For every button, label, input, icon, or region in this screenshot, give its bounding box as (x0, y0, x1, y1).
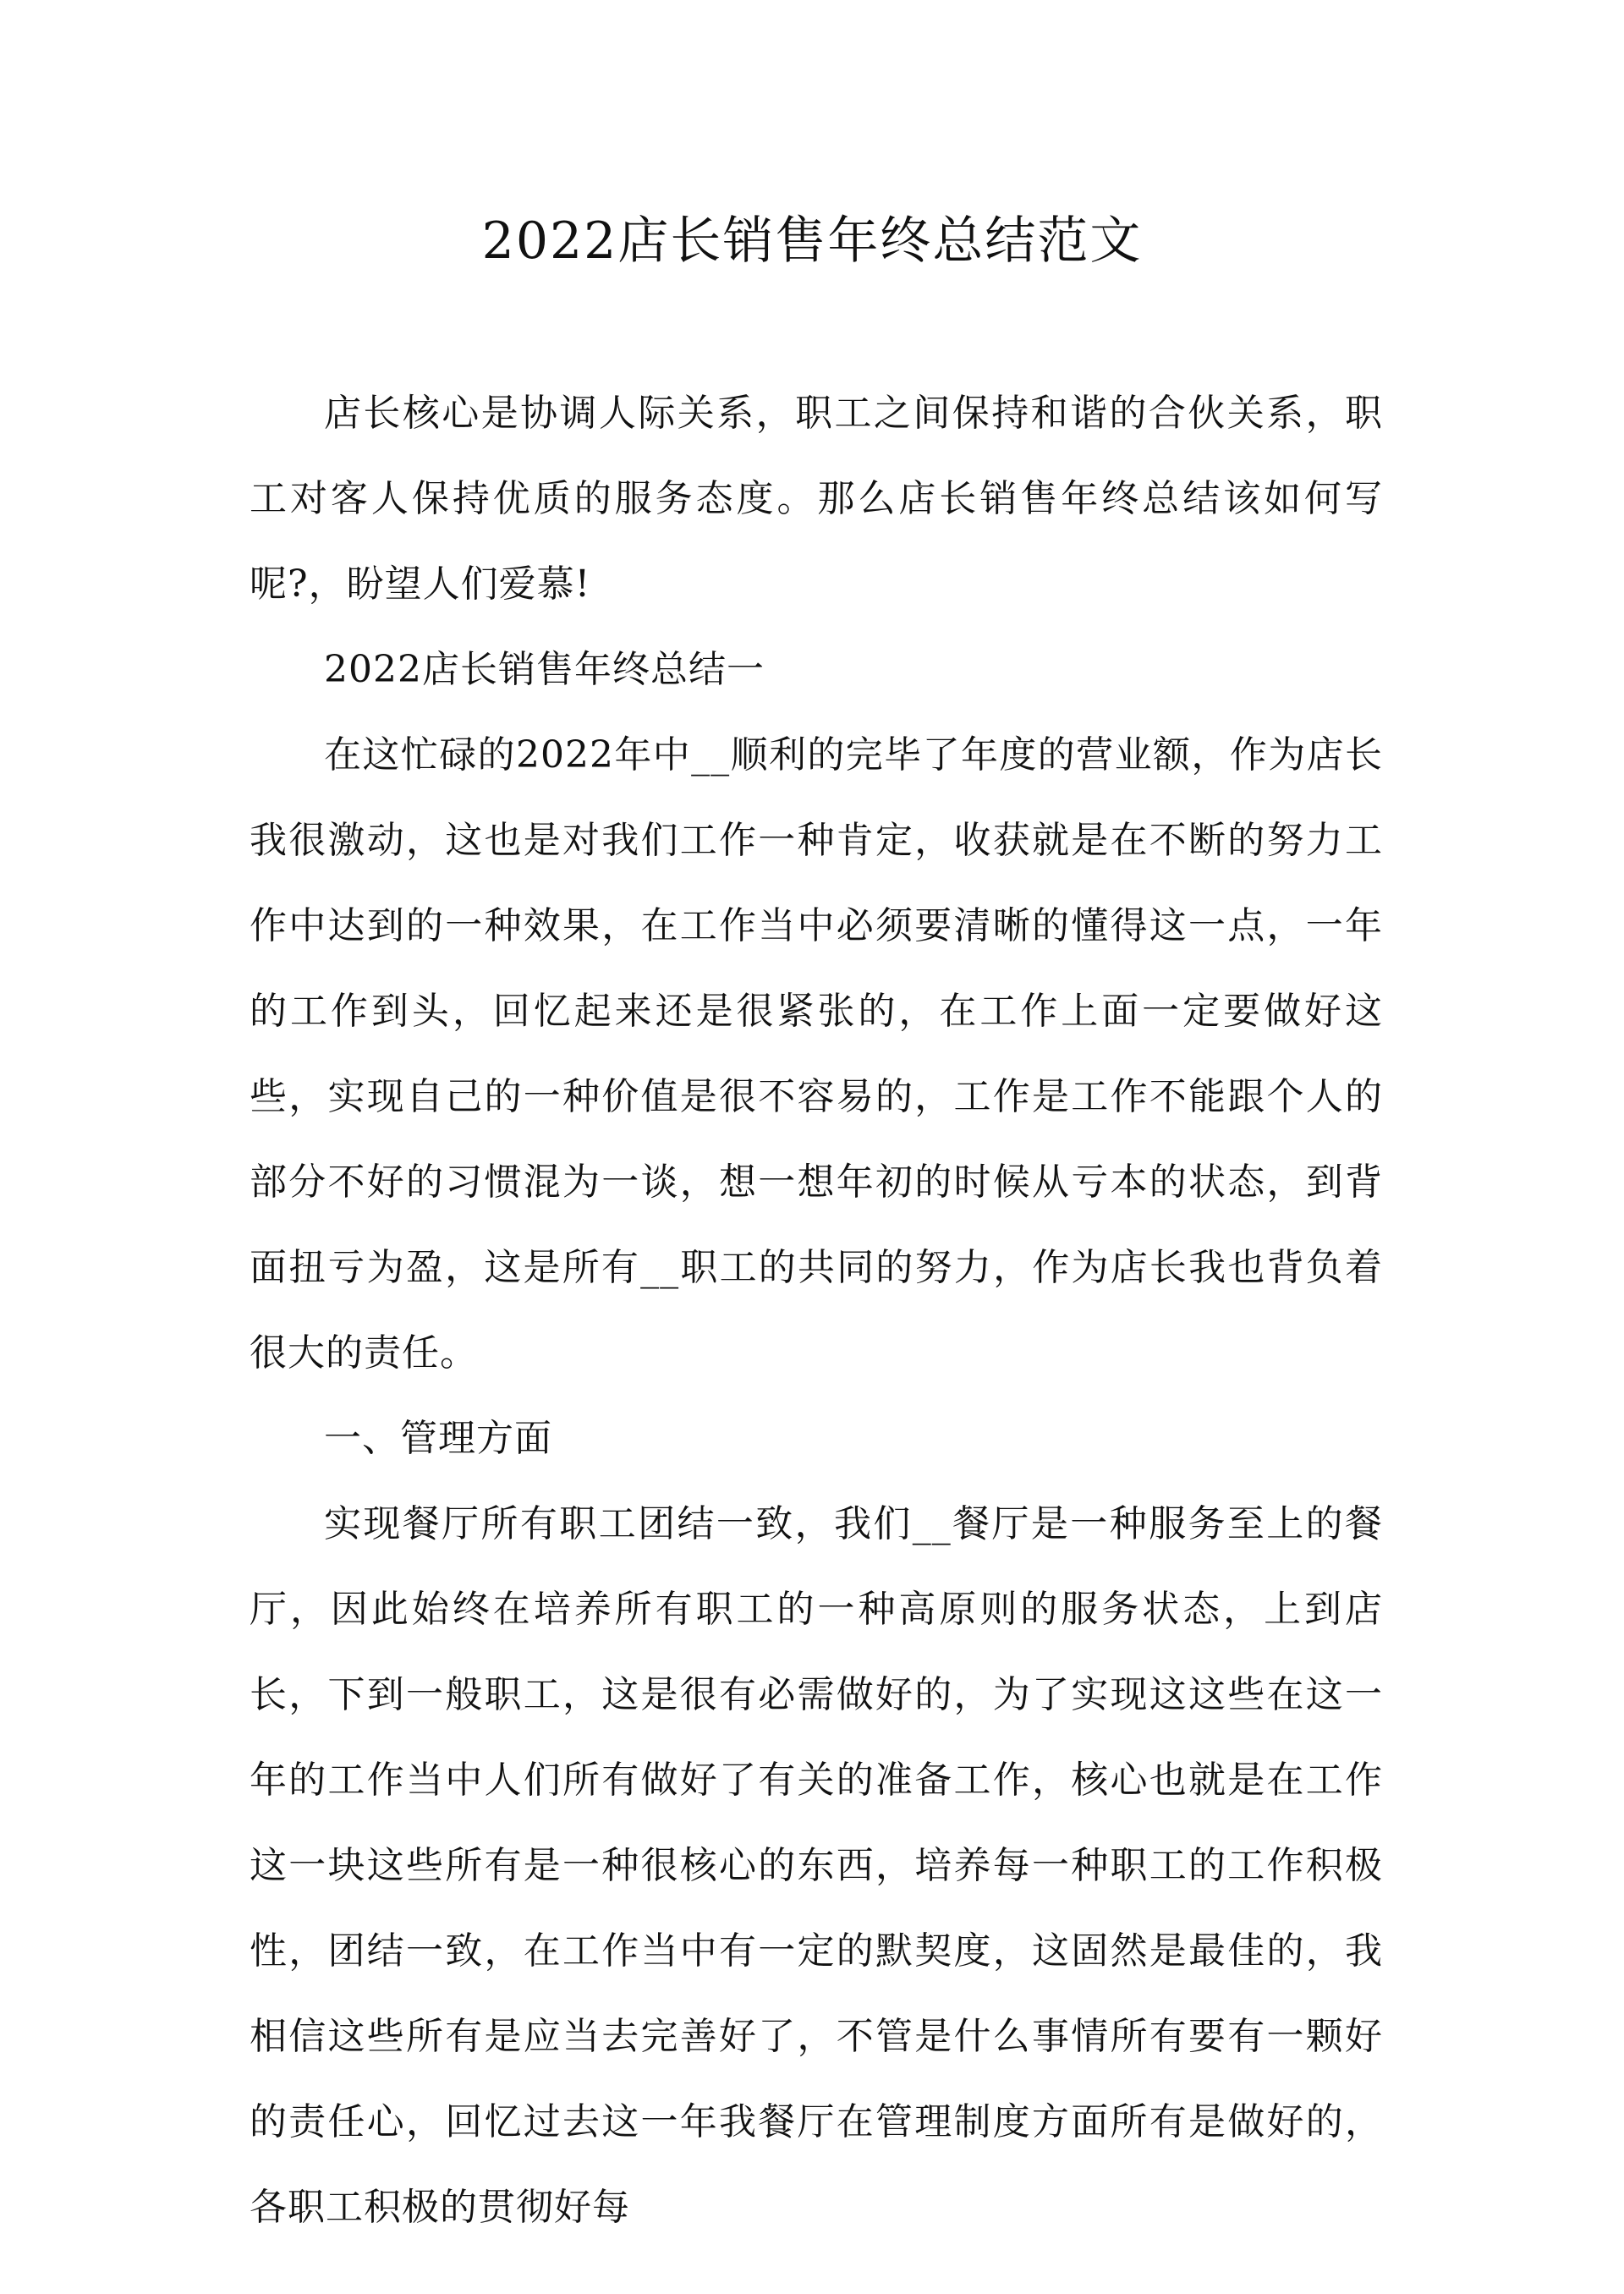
intro-paragraph: 店长核心是协调人际关系，职工之间保持和谐的合伙关系，职工对客人保持优质的服务态度。那么店长销售年终总结该如何写呢?，盼望人们爱慕! (250, 392, 1383, 606)
document-body (250, 370, 1383, 2250)
section-heading-management: 一、管理方面 (324, 1417, 552, 1460)
section-heading-summary-one: 2022店长销售年终总结一 (324, 648, 765, 691)
summary-paragraph: 在这忙碌的2022年中__顺利的完毕了年度的营业额，作为店长我很激动，这也是对我们工作一种肯定，收获就是在不断的努力工作中达到的一种效果，在工作当中必须要清晰的懂得这一点，一年的工作到头，回忆起来还是很紧张的，在工作上面一定要做好这些，实现自己的一种价值是很不容易的，工作是工作不能跟个人的部分不好的习惯混为一谈，想一想年初的时候从亏本的状态，到背面扭亏为盈，这是所有__职工的共同的努力，作为店长我也背负着很大的责任。 (250, 733, 1383, 1375)
management-paragraph: 实现餐厅所有职工团结一致，我们__餐厅是一种服务至上的餐厅，因此始终在培养所有职工的一种高原则的服务状态，上到店长，下到一般职工，这是很有必需做好的，为了实现这这些在这一年的工作当中人们所有做好了有关的准备工作，核心也就是在工作这一块这些所有是一种很核心的东西，培养每一种职工的工作积极性，团结一致，在工作当中有一定的默契度，这固然是最佳的，我相信这些所有是应当去完善好了，不管是什么事情所有要有一颗好的责任心，回忆过去这一年我餐厅在管理制度方面所有是做好的，各职工积极的贯彻好每 (250, 1502, 1383, 2229)
document-title: 2022店长销售年终总结范文 (481, 211, 1143, 271)
